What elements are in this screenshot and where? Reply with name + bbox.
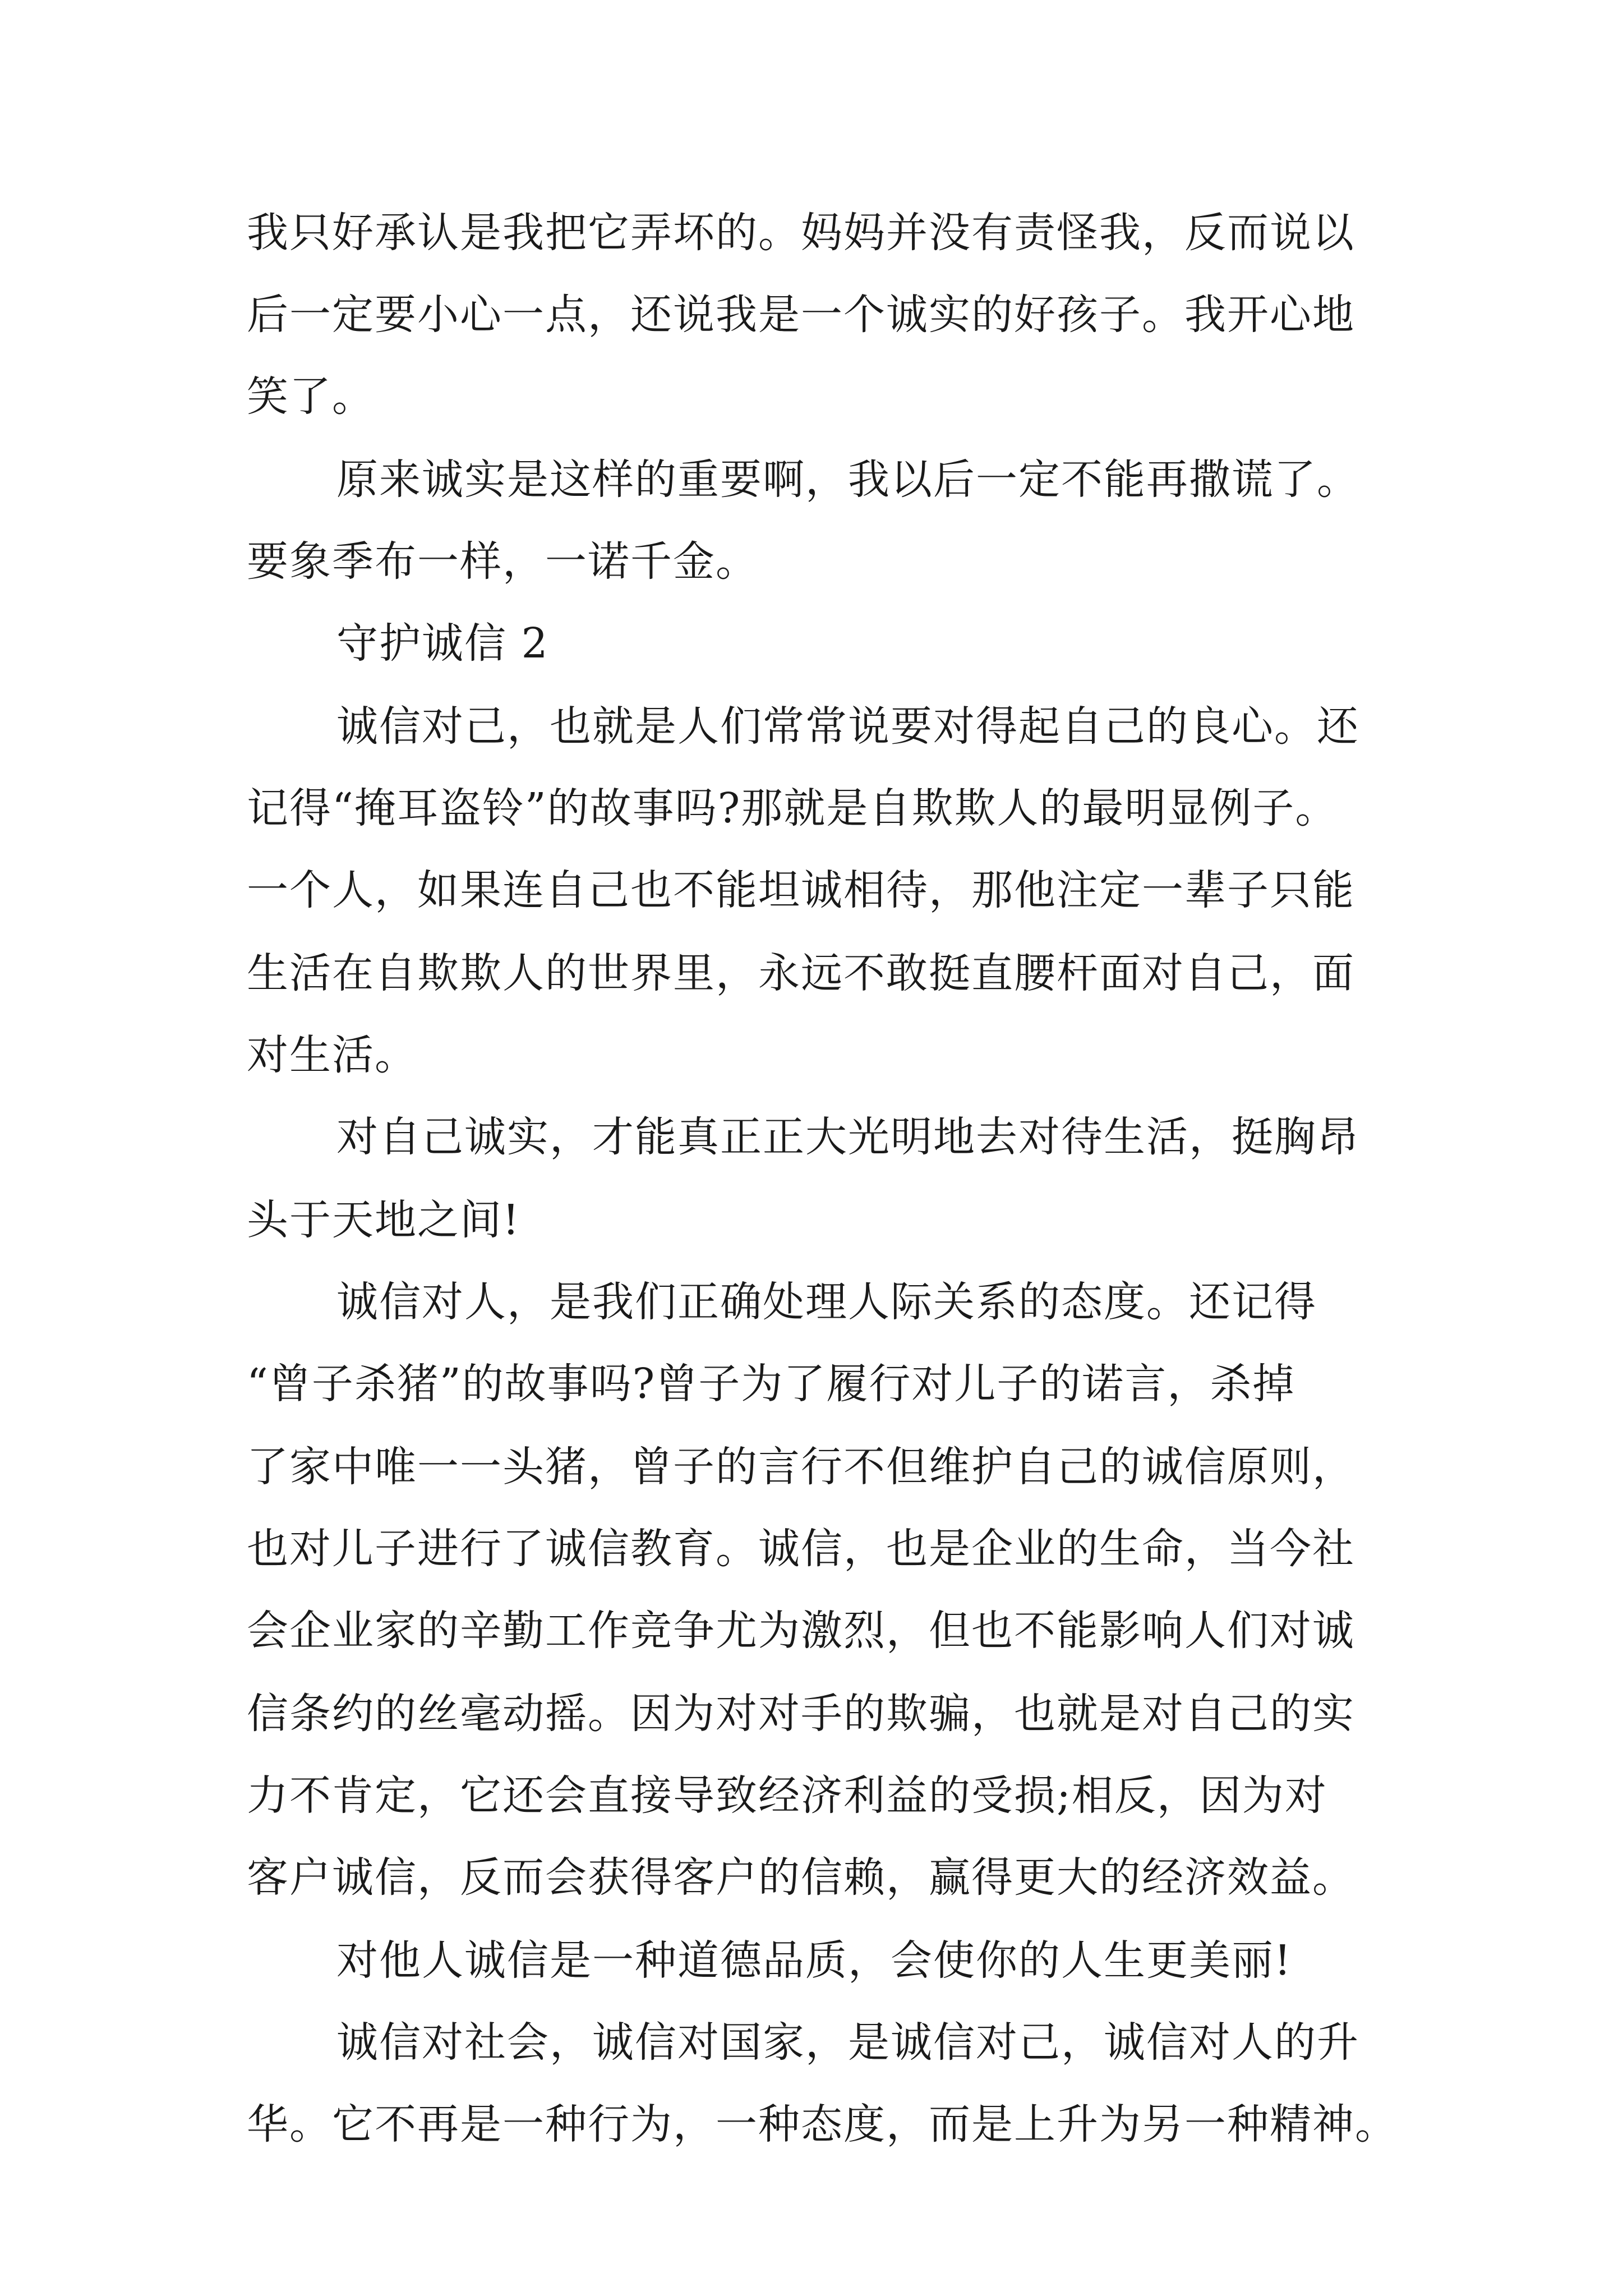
text-line: “曾子杀猪”的故事吗?曾子为了履行对儿子的诺言，杀掉 — [247, 1360, 1295, 1408]
section-heading: 守护诚信 2 — [336, 619, 549, 668]
text-line: 对自己诚实，才能真正正大光明地去对待生活，挺胸昂 — [336, 1113, 1359, 1161]
text-line: 华。它不再是一种行为，一种态度，而是上升为另一种精神。 — [247, 2100, 1398, 2148]
text-line: 诚信对社会，诚信对国家，是诚信对己，诚信对人的升 — [336, 2018, 1359, 2067]
text-line: 也对儿子进行了诚信教育。诚信，也是企业的生命，当今社 — [247, 1525, 1355, 1573]
text-line: 力不肯定，它还会直接导致经济利益的受损;相反，因为对 — [247, 1772, 1327, 1820]
text-line: 原来诚实是这样的重要啊，我以后一定不能再撒谎了。 — [336, 455, 1359, 504]
text-line: 生活在自欺欺人的世界里，永远不敢挺直腰杆面对自己，面 — [247, 949, 1355, 997]
text-line: 头于天地之间! — [247, 1196, 520, 1244]
text-line: 记得“掩耳盗铃”的故事吗?那就是自欺欺人的最明显例子。 — [247, 784, 1338, 832]
text-line: 要象季布一样，一诺千金。 — [247, 537, 758, 586]
text-line: 诚信对己，也就是人们常常说要对得起自己的良心。还 — [336, 702, 1359, 751]
text-line: 笑了。 — [247, 372, 375, 421]
text-line: 后一定要小心一点，还说我是一个诚实的好孩子。我开心地 — [247, 291, 1355, 339]
text-line: 客户诚信，反而会获得客户的信赖，赢得更大的经济效益。 — [247, 1853, 1355, 1902]
text-line: 诚信对人，是我们正确处理人际关系的态度。还记得 — [336, 1278, 1317, 1326]
text-line: 信条约的丝毫动摇。因为对对手的欺骗，也就是对自己的实 — [247, 1690, 1355, 1738]
text-line: 会企业家的辛勤工作竞争尤为激烈，但也不能影响人们对诚 — [247, 1607, 1355, 1655]
text-line: 对他人诚信是一种道德品质，会使你的人生更美丽! — [336, 1936, 1292, 1985]
text-line: 了家中唯一一头猪，曾子的言行不但维护自己的诚信原则， — [247, 1443, 1355, 1491]
text-line: 一个人，如果连自己也不能坦诚相待，那他注定一辈子只能 — [247, 866, 1355, 914]
text-line: 对生活。 — [247, 1031, 417, 1079]
text-line: 我只好承认是我把它弄坏的。妈妈并没有责怪我，反而说以 — [247, 209, 1355, 257]
